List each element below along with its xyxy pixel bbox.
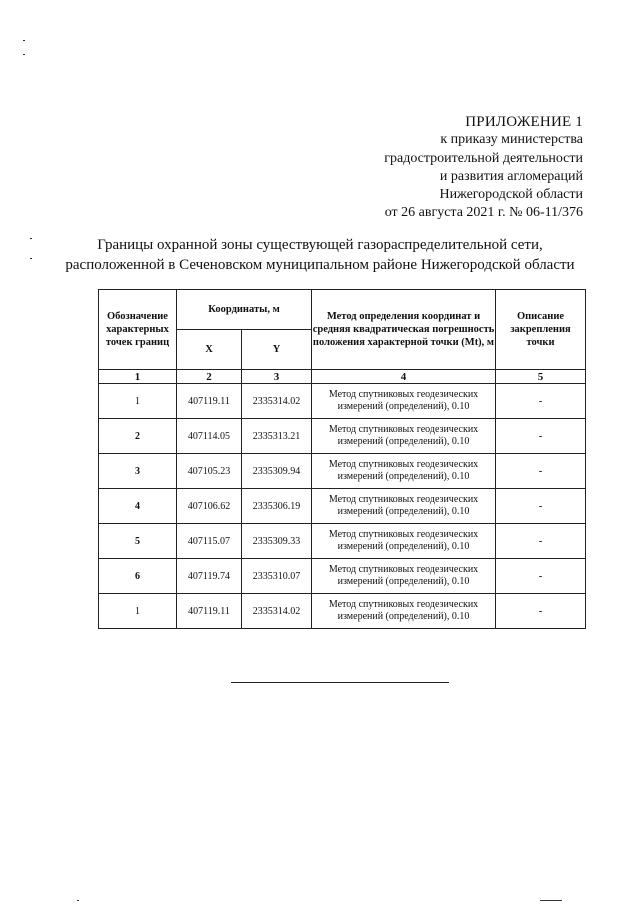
- column-number: 3: [242, 370, 312, 384]
- table-row: [99, 419, 586, 454]
- header-description: Описание закрепления точки: [496, 290, 586, 370]
- x-cell: 407105.23: [177, 454, 242, 489]
- method-cell: Метод спутниковых геодезических измерений (определений), 0.10: [312, 489, 496, 524]
- appendix-block: [384, 113, 583, 223]
- x-cell: 407114.05: [177, 419, 242, 454]
- scan-speck: [23, 54, 25, 55]
- y-cell: 2335313.21: [242, 419, 312, 454]
- point-cell: 1: [99, 594, 177, 629]
- x-cell: 407115.07: [177, 524, 242, 559]
- method-cell: Метод спутниковых геодезических измерений (определений), 0.10: [312, 559, 496, 594]
- table-row: [99, 489, 586, 524]
- table-row: [99, 524, 586, 559]
- header-coords: Координаты, м: [177, 290, 312, 330]
- y-cell: 2335314.02: [242, 594, 312, 629]
- title-line: Границы охранной зоны существующей газораспределительной сети,: [97, 237, 543, 253]
- x-cell: 407119.11: [177, 594, 242, 629]
- table-row: [99, 454, 586, 489]
- appendix-line: Нижегородской области: [439, 187, 583, 203]
- scan-speck: [77, 900, 79, 901]
- header-x: X: [177, 330, 242, 370]
- column-number: 5: [496, 370, 586, 384]
- column-number: 2: [177, 370, 242, 384]
- scan-speck: [23, 40, 25, 41]
- method-cell: Метод спутниковых геодезических измерений (определений), 0.10: [312, 384, 496, 419]
- appendix-line: к приказу министерства: [440, 132, 583, 148]
- y-cell: 2335309.94: [242, 454, 312, 489]
- header-y: Y: [242, 330, 312, 370]
- method-cell: Метод спутниковых геодезических измерений (определений), 0.10: [312, 419, 496, 454]
- table-row: [99, 559, 586, 594]
- document-title: [0, 236, 640, 275]
- method-cell: Метод спутниковых геодезических измерений (определений), 0.10: [312, 454, 496, 489]
- closing-rule: [231, 682, 449, 683]
- description-cell: -: [496, 489, 586, 524]
- appendix-heading: ПРИЛОЖЕНИЕ 1: [465, 114, 583, 130]
- header-method: Метод определения координат и средняя квадратическая погрешность положения характерной точки (Mt), м: [312, 290, 496, 370]
- appendix-line: и развития агломераций: [439, 168, 583, 184]
- point-cell: 1: [99, 384, 177, 419]
- appendix-line: градостроительной деятельности: [384, 150, 583, 166]
- header-point: Обозначение характерных точек границ: [99, 290, 177, 370]
- table-row: [99, 594, 586, 629]
- method-cell: Метод спутниковых геодезических измерений (определений), 0.10: [312, 524, 496, 559]
- point-cell: 4: [99, 489, 177, 524]
- scan-speck: [540, 900, 562, 901]
- column-numbers-row: [99, 370, 586, 384]
- description-cell: -: [496, 454, 586, 489]
- y-cell: 2335310.07: [242, 559, 312, 594]
- description-cell: -: [496, 594, 586, 629]
- point-cell: 5: [99, 524, 177, 559]
- description-cell: -: [496, 419, 586, 454]
- x-cell: 407119.74: [177, 559, 242, 594]
- method-cell: Метод спутниковых геодезических измерений (определений), 0.10: [312, 594, 496, 629]
- y-cell: 2335309.33: [242, 524, 312, 559]
- table-row: [99, 384, 586, 419]
- point-cell: 2: [99, 419, 177, 454]
- coordinates-table: [98, 289, 586, 629]
- x-cell: 407119.11: [177, 384, 242, 419]
- appendix-line: от 26 августа 2021 г. № 06-11/376: [384, 205, 583, 221]
- scan-speck: [30, 258, 32, 259]
- y-cell: 2335314.02: [242, 384, 312, 419]
- point-cell: 3: [99, 454, 177, 489]
- column-number: 4: [312, 370, 496, 384]
- y-cell: 2335306.19: [242, 489, 312, 524]
- x-cell: 407106.62: [177, 489, 242, 524]
- column-number: 1: [99, 370, 177, 384]
- description-cell: -: [496, 559, 586, 594]
- scan-speck: [30, 238, 32, 239]
- point-cell: 6: [99, 559, 177, 594]
- title-line: расположенной в Сеченовском муниципальном районе Нижегородской области: [65, 256, 575, 273]
- description-cell: -: [496, 384, 586, 419]
- description-cell: -: [496, 524, 586, 559]
